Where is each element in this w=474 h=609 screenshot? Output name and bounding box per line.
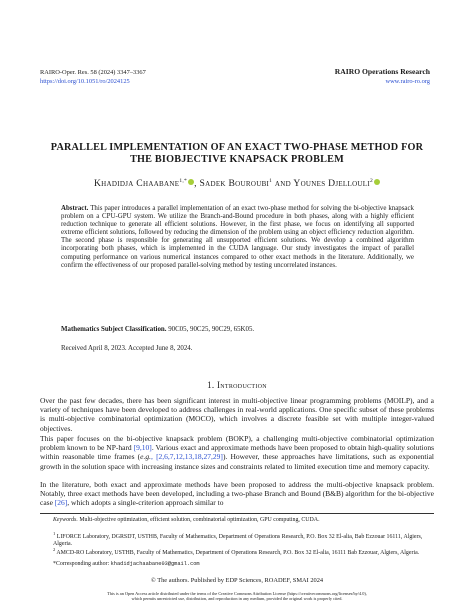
corresponding-author-label: *Corresponding author: xyxy=(53,561,110,567)
msc-codes: 90C05, 90C25, 90C29, 65K05. xyxy=(168,326,255,333)
doi-link[interactable]: https://doi.org/10.1051/ro/2024125 xyxy=(40,78,130,85)
journal-url-link[interactable]: www.rairo-ro.org xyxy=(385,78,430,85)
affiliation-2 xyxy=(53,546,434,557)
abstract xyxy=(61,205,414,270)
author-list xyxy=(0,178,474,189)
copyright-notice: © The authors. Published by EDP Sciences, ROADEF, SMAI 2024 xyxy=(150,577,324,584)
author-2-affiliation: 1 xyxy=(269,178,273,184)
author-1-affiliation: 1,* xyxy=(179,178,188,184)
affiliation-1-text: LIFORCE Laboratory, DGRSDT, USTHB, Faculty of Mathematics, Department of Operations Research, P.O. Box 32 El-alia, Bab Ezzouar 16111, Algiers, Algeria. xyxy=(53,533,423,548)
citation-link[interactable]: [26] xyxy=(54,498,68,508)
intro-paragraph-1-text: Over the past few decades, there has been significant interest in multi-objective linear programming problems (MOILP), and a variety of techniques have been developed to address challenges in real-world applications. One specific subset of these problems is multi-objective combinatorial optimization (MOCO), which involves a discrete feasible set with multiple integer-valued objectives. xyxy=(40,396,434,433)
corresponding-author xyxy=(53,561,434,568)
citation-link[interactable]: [9,10] xyxy=(133,443,152,453)
affiliation-1-marker: 1 xyxy=(53,531,56,536)
keywords-text: Multi-objective optimization, efficient solution, combinatorial optimization, GPU computing, CUDA. xyxy=(79,517,320,523)
citation-link[interactable]: , [2,6,7,12,13,18,27,29] xyxy=(151,452,223,462)
footnote-divider xyxy=(40,513,434,514)
open-access-line-2: which permits unrestricted use, distribution, and reproduction in any medium, provided the original work is properly cited. xyxy=(131,596,343,602)
intro-paragraph-2-text-b: . Various exact and approximate methods have been proposed to obtain high-quality solutions within reasonable time frames ( xyxy=(40,443,435,462)
author-2-name: , Sadek Bouroubi xyxy=(194,178,270,190)
affiliation-2-marker: 2 xyxy=(53,547,56,552)
paper-title-line-1: PARALLEL IMPLEMENTATION OF AN EXACT TWO-PHASE METHOD FOR xyxy=(50,142,424,153)
paper-title-line-2: THE BIOBJECTIVE KNAPSACK PROBLEM xyxy=(130,154,344,165)
author-1-name: Khadidja Chaabane xyxy=(93,178,180,190)
orcid-icon[interactable] xyxy=(374,179,380,185)
keywords-label: Keywords. xyxy=(53,517,78,523)
intro-paragraph-3-text-a: In the literature, both exact and approximate methods have been proposed to address the multi-objective knapsack problem. Notably, three exact methods have been developed, including a two-phase Branch and Bound (B&B) algorithm for the bi-objective case xyxy=(40,480,434,508)
intro-paragraph-2 xyxy=(40,434,434,471)
intro-paragraph-1 xyxy=(40,396,434,433)
keywords-footnote xyxy=(53,517,434,524)
abstract-text: This paper introduces a parallel implementation of an exact two-phase method for solving the bi-objective knapsack problem on a CPU-GPU system. We utilize the Branch-and-Bound procedure in both phases, along with a highly efficient reduction technique to generate all efficient solutions. However, in the first phase, we focus on identifying all supported extreme efficient solutions, followed by reducing the dimension of the problem using an object efficiency reduction algorithm. The second phase is responsible for generating all unsupported efficient solutions. We develop a combined algorithm incorporating both phases, which is implemented in the CUDA language. Our study investigates the impact of parallel computing performance on various numerical instances compared to other exact methods in the literature. Additionally, we confirm the effectiveness of our proposed parallel-solving method by testing uncorrelated instances. xyxy=(61,205,414,269)
intro-paragraph-3 xyxy=(40,480,434,508)
section-heading: 1. Introduction xyxy=(207,380,267,390)
received-accepted-dates: Received April 8, 2023. Accepted June 8, 2024. xyxy=(61,345,193,352)
msc-line xyxy=(61,326,414,334)
abstract-label: Abstract. xyxy=(61,205,89,212)
author-3-affiliation: 2 xyxy=(370,178,374,184)
journal-reference: RAIRO-Oper. Res. 58 (2024) 3347–3367 xyxy=(40,69,146,76)
open-access-notice xyxy=(0,591,474,601)
open-access-line-1: This is an Open Access article distributed under the terms of the Creative Commons Attribution License (https://creativecommons.org/licenses/by/4.0), xyxy=(107,591,367,596)
intro-paragraph-2-text-c: ). However, these approaches have limitations, such as exponential growth in the solution space with increasing instance sizes and constraints related to limited execution time and memory capacity. xyxy=(40,452,434,471)
affiliation-2-text: AMCD-RO Laboratory, USTHB, Faculty of Mathematics, Department of Operations Research, P.O. Box 32 El-alia, 16111 Bab Ezzouar, Algiers, Algeria. xyxy=(56,549,420,556)
intro-paragraph-2-text-a: This paper focuses on the bi-objective knapsack problem (BOKP), a challenging multi-objective combinatorial optimization problem known to be NP-hard xyxy=(40,434,434,453)
corresponding-author-email[interactable]: khadidjachaabane03@gmail.com xyxy=(110,561,200,567)
author-3-name: and Younes Djellouli xyxy=(272,178,370,190)
intro-paragraph-3-text-b: , which adopts a single-criterion approach similar to xyxy=(67,498,224,508)
eg-text: e.g. xyxy=(140,452,152,462)
msc-label: Mathematics Subject Classification. xyxy=(61,326,167,333)
journal-name: RAIRO Operations Research xyxy=(334,67,430,76)
